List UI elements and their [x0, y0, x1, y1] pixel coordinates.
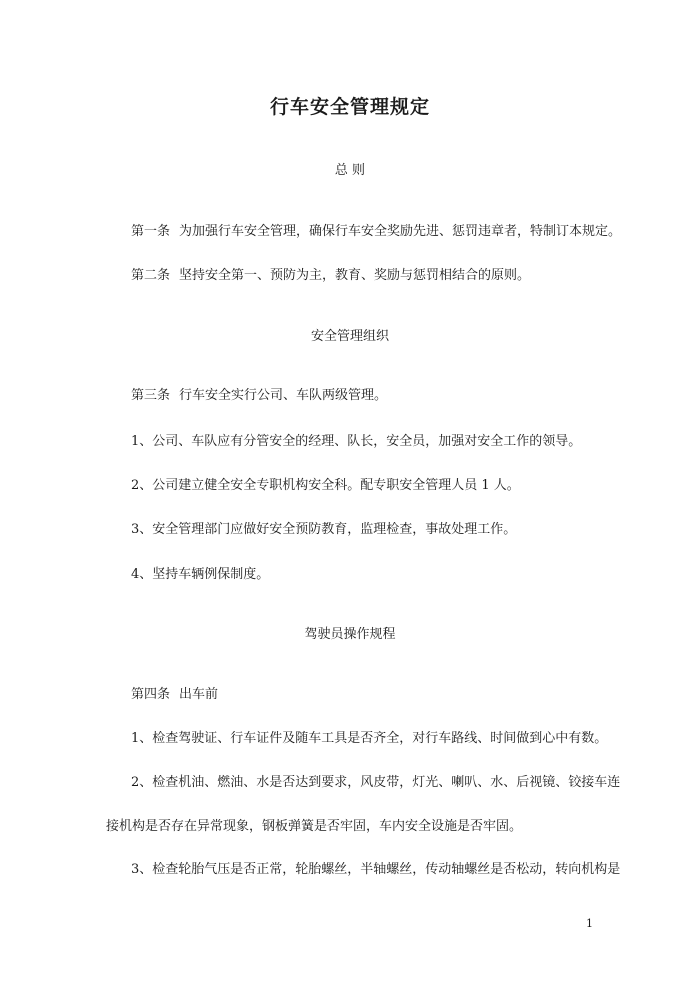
list-item: 1、公司、车队应有分管安全的经理、队长，安全员，加强对安全工作的领导。	[131, 434, 582, 449]
article-label: 第三条	[131, 388, 171, 403]
article-label: 第一条	[131, 224, 171, 239]
article-4	[131, 683, 218, 702]
article-2	[131, 264, 530, 283]
article-1	[131, 220, 621, 239]
article-text: 行车安全实行公司、车队两级管理。	[179, 388, 388, 403]
list-item: 3、检查轮胎气压是否正常，轮胎螺丝，半轴螺丝，传动轴螺丝是否松动，转向机构是	[131, 862, 621, 877]
list-item-continuation: 接机构是否存在异常现象，钢板弹簧是否牢固，车内安全设施是否牢固。	[106, 819, 523, 834]
section-heading-safety-organization: 安全管理组织	[310, 329, 389, 344]
section-heading-driver-procedures: 驾驶员操作规程	[304, 627, 396, 642]
article-label: 第四条	[131, 687, 171, 702]
article-text: 出车前	[179, 687, 219, 702]
article-3	[131, 384, 387, 403]
list-item: 2、公司建立健全安全专职机构安全科。配专职安全管理人员 1 人。	[131, 478, 520, 493]
list-item: 4、坚持车辆例保制度。	[131, 567, 270, 582]
section-heading-general: 总 则	[334, 163, 366, 178]
article-label: 第二条	[131, 268, 171, 283]
page-number: 1	[586, 917, 593, 930]
list-item: 2、检查机油、燃油、水是否达到要求，风皮带，灯光、喇叭、水、后视镜、铰接车连	[131, 775, 621, 790]
list-item: 1、检查驾驶证、行车证件及随车工具是否齐全，对行车路线、时间做到心中有数。	[131, 731, 608, 746]
list-item: 3、安全管理部门应做好安全预防教育，监理检查，事故处理工作。	[131, 522, 517, 537]
article-text: 为加强行车安全管理，确保行车安全奖励先进、惩罚违章者，特制订本规定。	[179, 224, 622, 239]
article-text: 坚持安全第一、预防为主，教育、奖励与惩罚相结合的原则。	[179, 268, 531, 283]
document-title: 行车安全管理规定	[269, 96, 430, 118]
